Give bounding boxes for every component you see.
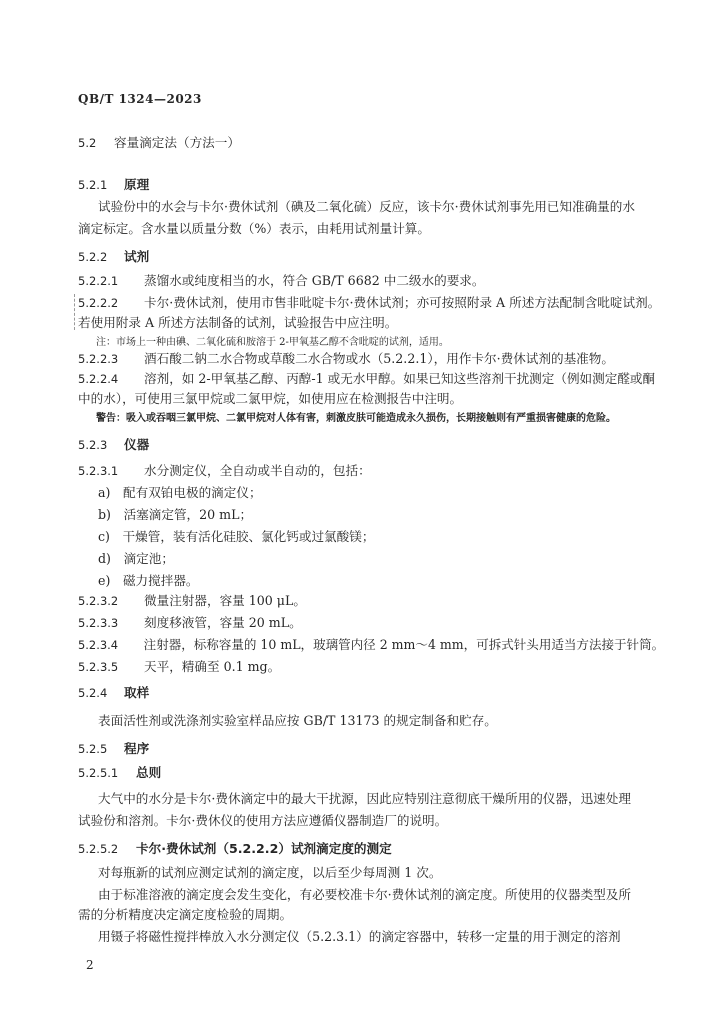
clause-text: 天平，精确至 0.1 mg。 [144,659,281,674]
page-number: 2 [86,958,94,972]
section-number: 5.2 [78,136,97,150]
section-5-2-5-1-heading [78,764,161,782]
section-number: 5.2.5 [78,742,108,756]
section-5-2-heading [78,134,240,152]
clause-5-2-3-5 [78,658,280,676]
clause-number: 5.2.2.1 [78,274,119,288]
section-number: 5.2.5.2 [78,842,119,856]
section-title: 试剂 [124,249,150,264]
section-5-2-5-2-heading [78,840,392,858]
clause-number: 5.2.2.3 [78,352,119,366]
clause-number: 5.2.2.2 [78,296,119,310]
clause-text: 酒石酸二钠二水合物或草酸二水合物或水（5.2.2.1），用作卡尔·费休试剂的基准物。 [144,351,614,366]
note: 注：市场上一种由碘、二氧化硫和胺溶于 2-甲氧基乙醇不含吡啶的试剂，适用。 [96,337,449,348]
paragraph-line: 滴定标定。含水量以质量分数（%）表示，由耗用试剂量计算。 [78,221,430,236]
clause-5-2-3-2 [78,592,306,610]
clause-text: 刻度移液管，容量 20 mL。 [144,615,302,630]
paragraph-line: 表面活性剂或洗涤剂实验室样品应按 GB/T 13173 的规定制备和贮存。 [98,713,497,728]
section-number: 5.2.5.1 [78,766,119,780]
paragraph-line: 需的分析精度决定滴定度检验的周期。 [78,907,293,922]
clause-text: 蒸馏水或纯度相当的水，符合 GB/T 6682 中二级水的要求。 [144,273,485,288]
paragraph-line: 用镊子将磁性搅拌棒放入水分测定仪（5.2.3.1）的滴定容器中，转移一定量的用于测定的溶剂 [98,929,621,944]
clause-text: 卡尔·费休试剂，使用市售非吡啶卡尔·费休试剂；亦可按照附录 A 所述方法配制含吡啶试剂。 [144,295,661,310]
section-5-2-1-heading [78,176,149,194]
paragraph-line: 若使用附录 A 所述方法制备的试剂，试验报告中应注明。 [78,315,398,330]
clause-5-2-3-3 [78,614,302,632]
clause-5-2-3-1 [78,462,371,480]
clause-text: 微量注射器，容量 100 μL。 [144,593,306,608]
section-number: 5.2.4 [78,686,108,700]
clause-number: 5.2.3.5 [78,660,119,674]
clause-number: 5.2.3.1 [78,464,119,478]
paragraph-line: 对每瓶新的试剂应测定试剂的滴定度，以后至少每周测 1 次。 [98,865,442,880]
list-item: c) 干燥管，装有活化硅胶、氯化钙或过氯酸镁； [98,529,375,544]
section-number: 5.2.2 [78,250,108,264]
list-item: e) 磁力搅拌器。 [98,573,199,588]
section-title: 卡尔·费休试剂（5.2.2.2）试剂滴定度的测定 [136,841,392,856]
clause-number: 5.2.3.2 [78,594,119,608]
clause-number: 5.2.3.4 [78,638,119,652]
clause-5-2-2-3 [78,350,614,368]
section-number: 5.2.1 [78,178,108,192]
list-item: a) 配有双铂电极的滴定仪； [98,485,262,500]
section-5-2-3-heading [78,436,149,454]
section-title: 原理 [124,177,150,192]
clause-5-2-2-2 [78,294,660,312]
paragraph-line: 试验份和溶剂。卡尔·费休仪的使用方法应遵循仪器制造厂的说明。 [78,813,448,828]
clause-number: 5.2.3.3 [78,616,119,630]
paragraph-line: 中的水），可使用三氯甲烷或二氯甲烷，如使用应在检测报告中注明。 [78,391,463,406]
clause-text: 水分测定仪，全自动或半自动的，包括： [144,463,371,478]
warning: 警告：吸入或吞咽三氯甲烷、二氯甲烷对人体有害，刺激皮肤可能造成永久损伤，长期接触则有严重损害健康的危险。 [96,413,616,424]
paragraph-line: 试验份中的水会与卡尔·费休试剂（碘及二氧化硫）反应，该卡尔·费休试剂事先用已知准确量的水 [98,199,635,214]
paragraph-line: 大气中的水分是卡尔·费休滴定中的最大干扰源，因此应特别注意彻底干燥所用的仪器，迅速处理 [98,791,631,806]
clause-number: 5.2.2.4 [78,372,119,386]
section-title: 程序 [124,741,150,756]
clause-5-2-3-4 [78,636,664,654]
section-title: 容量滴定法（方法一） [114,135,240,150]
clause-5-2-2-1 [78,272,485,290]
clause-5-2-2-4 [78,370,655,388]
section-5-2-5-heading [78,740,149,758]
list-item: b) 活塞滴定管，20 mL； [98,507,253,522]
section-5-2-4-heading [78,684,149,702]
section-title: 仪器 [124,437,150,452]
list-item: d) 滴定池； [98,551,174,566]
section-5-2-2-heading [78,248,149,266]
section-title: 取样 [124,685,150,700]
section-title: 总则 [136,765,162,780]
standard-code: QB/T 1324—2023 [78,92,202,106]
clause-text: 注射器，标称容量的 10 mL，玻璃管内径 2 mm～4 mm，可拆式针头用适当方法接于针筒。 [143,637,665,652]
clause-text: 溶剂，如 2-甲氧基乙醇、丙醇-1 或无水甲醇。如果已知这些溶剂干扰测定（例如测定醛或酮 [144,371,656,386]
paragraph-line: 由于标准溶液的滴定度会发生变化，有必要校准卡尔·费休试剂的滴定度。所使用的仪器类型及所 [98,887,631,902]
section-number: 5.2.3 [78,438,108,452]
margin-mark [74,294,76,330]
